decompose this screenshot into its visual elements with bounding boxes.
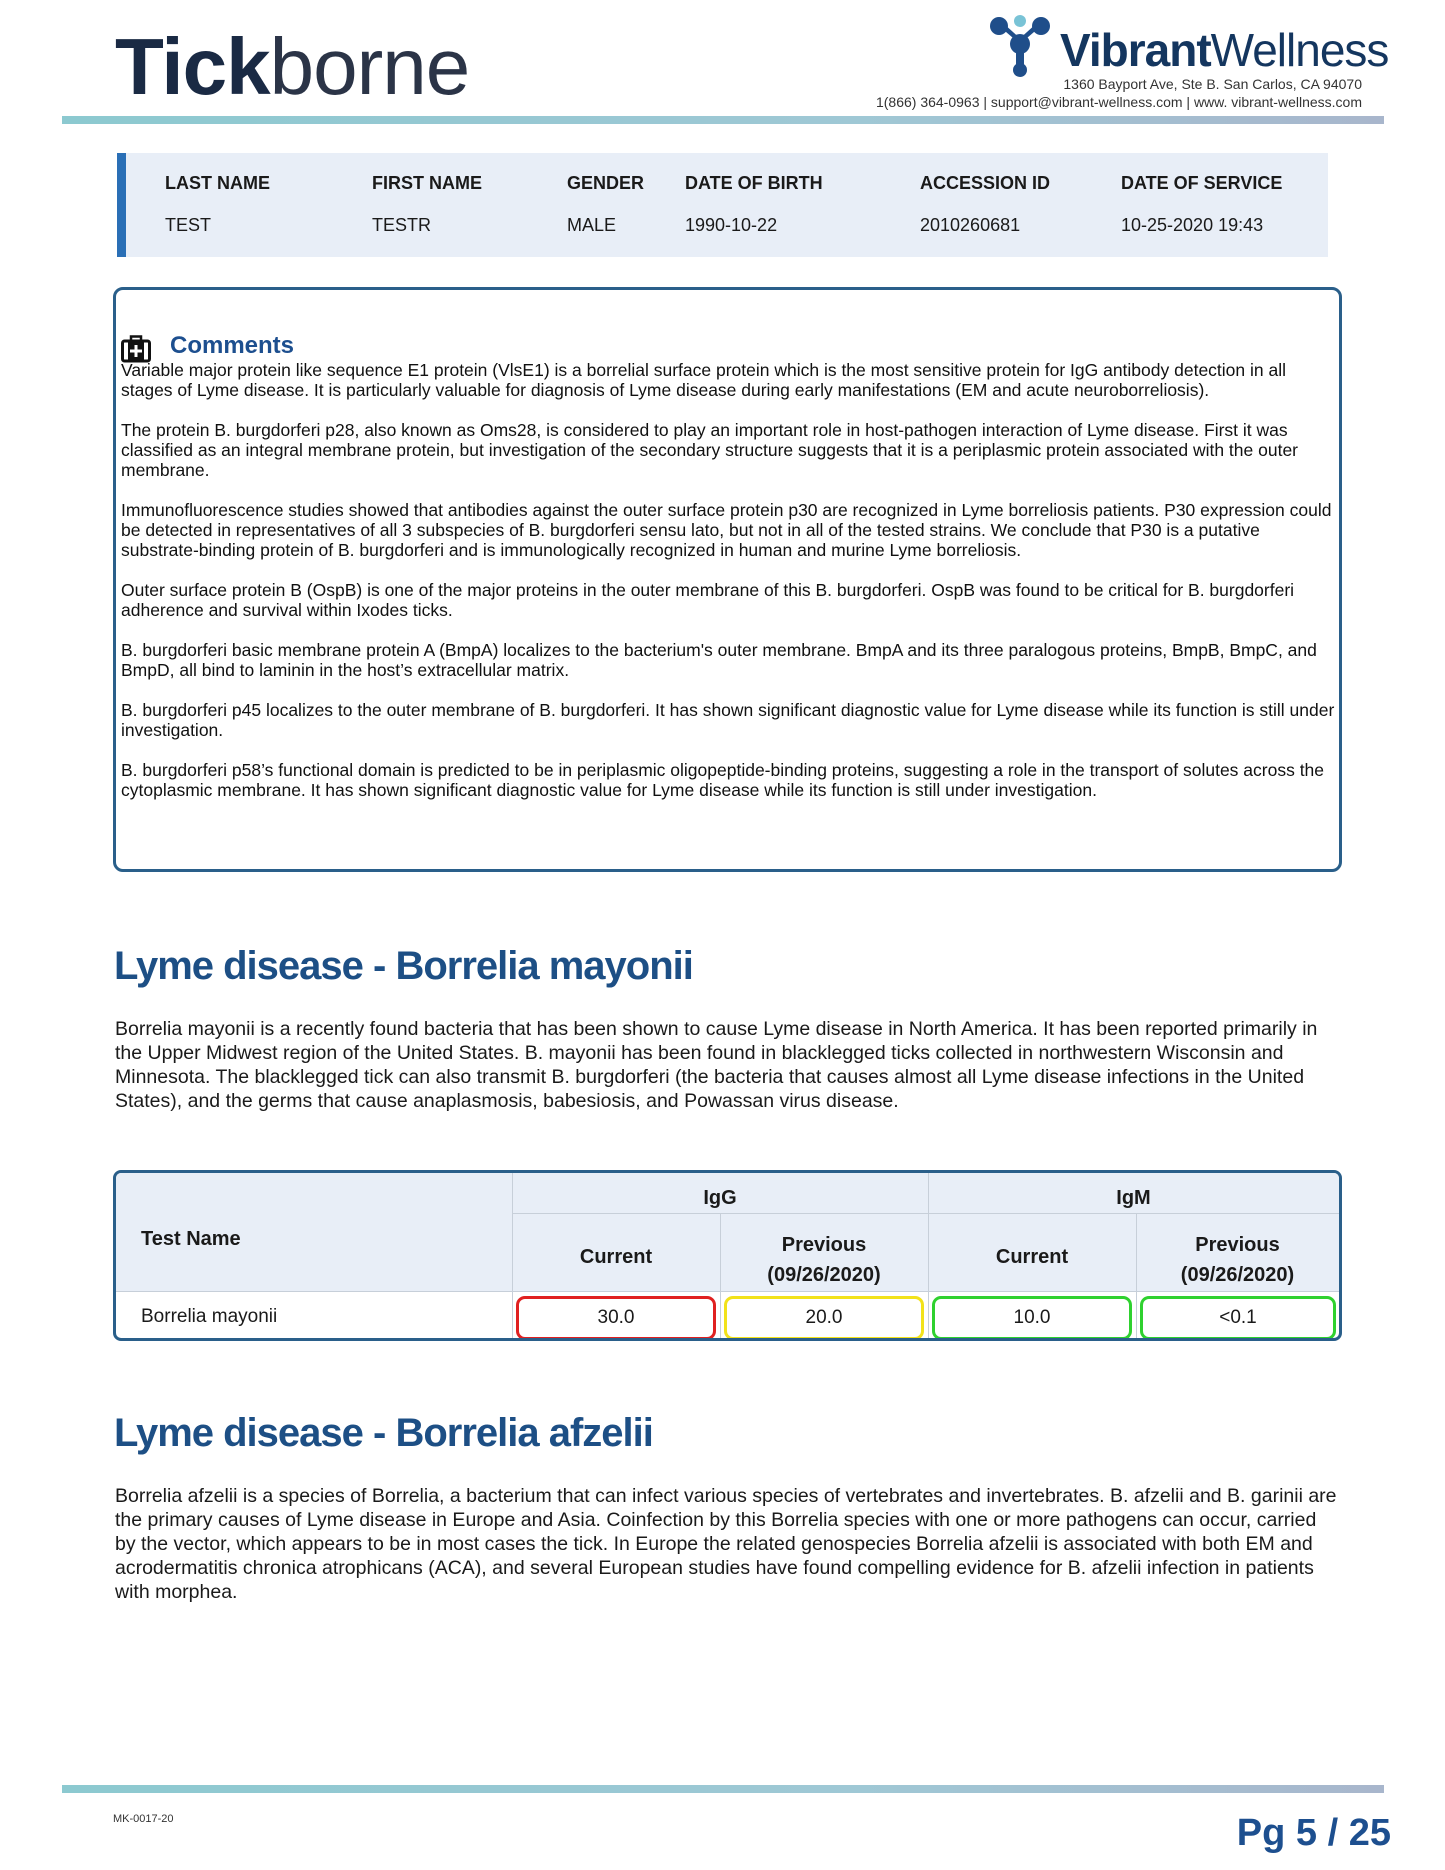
igm-previous-header bbox=[1136, 1230, 1339, 1290]
comment-paragraph: The protein B. burgdorferi p28, also known as Oms28, is considered to play an important role in host-pathogen interaction of Lyme disease. First it was classified as an integral membrane protein, but investigation of the secondary structure suggests that it is a periplasmic protein associated with the outer membrane. bbox=[121, 420, 1299, 480]
last-name-label: LAST NAME bbox=[165, 173, 270, 193]
report-title-light: borne bbox=[269, 22, 470, 111]
comments-body bbox=[121, 360, 1336, 820]
comment-paragraph: B. burgdorferi basic membrane protein A (BmpA) localizes to the bacterium's outer membrane. BmpA and its three paralogous proteins, BmpB, BmpC, and BmpD, all bind to laminin in the host’s extracellular matrix. bbox=[121, 640, 1317, 680]
igm-header: IgM bbox=[1116, 1187, 1151, 1209]
igg-previous-date: (09/26/2020) bbox=[767, 1264, 881, 1286]
gender-value: MALE bbox=[567, 215, 617, 235]
dob-label: DATE OF BIRTH bbox=[685, 173, 823, 193]
vibrant-logo-icon bbox=[985, 14, 1055, 78]
page-number: Pg 5 / 25 bbox=[1236, 1812, 1391, 1854]
table-divider bbox=[116, 1291, 1339, 1292]
comment-paragraph: Variable major protein like sequence E1 protein (VlsE1) is a borrelial surface protein which is the most sensitive protein for IgG antibody detection in all stages of Lyme disease. It is particularly valuable for diagnosis of Lyme disease during early manifestations (EM and acute neuroborreliosis). bbox=[121, 360, 1286, 400]
igg-current-header: Current bbox=[579, 1246, 653, 1268]
section-body-mayonii: Borrelia mayonii is a recently found bacteria that has been shown to cause Lyme disease in North America. It has been reported primarily in the Upper Midwest region of the United States. B. mayonii has been found in blacklegged ticks collected in northwestern Wisconsin and Minnesota. The blacklegged tick can also transmit B. burgdorferi (the bacteria that causes almost all Lyme disease infections in the United States), and the germs that cause anaplasmosis, babesiosis, and Powassan virus disease. bbox=[115, 1018, 1318, 1112]
comment-paragraph: Outer surface protein B (OspB) is one of the major proteins in the outer membrane of this B. burgdorferi. OspB was found to be critical for B. burgdorferi adherence and survival within Ixodes ticks. bbox=[121, 580, 1295, 620]
service-date-label: DATE OF SERVICE bbox=[1121, 173, 1283, 193]
igg-previous-header bbox=[720, 1230, 928, 1290]
first-name-label: FIRST NAME bbox=[372, 173, 482, 193]
accession-label: ACCESSION ID bbox=[920, 173, 1051, 193]
test-name-header: Test Name bbox=[141, 1228, 241, 1250]
patient-info-box bbox=[117, 153, 1328, 257]
igg-header: IgG bbox=[703, 1187, 737, 1209]
igm-previous-label: Previous bbox=[1195, 1234, 1280, 1256]
igm-previous-date: (09/26/2020) bbox=[1180, 1264, 1295, 1286]
patient-info-accent bbox=[117, 153, 126, 257]
comments-title: Comments bbox=[170, 332, 295, 359]
footer-divider bbox=[62, 1785, 1384, 1793]
section-heading-mayonii: Lyme disease - Borrelia mayonii bbox=[114, 944, 693, 988]
company-name-light: Wellness bbox=[1210, 24, 1389, 76]
dob-value: 1990-10-22 bbox=[685, 215, 778, 235]
company-name bbox=[1060, 22, 1388, 78]
header-divider bbox=[62, 116, 1384, 124]
document-id: MK-0017-20 bbox=[113, 1813, 174, 1825]
company-address: 1360 Bayport Ave, Ste B. San Carlos, CA 94070 bbox=[1063, 76, 1362, 92]
section-body-afzelii: Borrelia afzelii is a species of Borrelia, a bacterium that can infect various species of vertebrates and invertebrates. B. afzelii and B. garinii are the primary causes of Lyme disease in Europe and Asia. Coinfection by this Borrelia species with one or more pathogens can occur, carried by the vector, which appears to be in most cases the tick. In Europe the related genospecies Borrelia afzelii is associated with both EM and acrodermatitis chronica atrophicans (ACA), and several European studies have found compelling evidence for B. afzelii infection in patients with morphea. bbox=[115, 1485, 1337, 1603]
igg-previous-value: 20.0 bbox=[724, 1296, 924, 1340]
section-heading-afzelii: Lyme disease - Borrelia afzelii bbox=[114, 1411, 653, 1455]
accession-value: 2010260681 bbox=[920, 215, 1021, 235]
service-date-value: 10-25-2020 19:43 bbox=[1121, 215, 1264, 235]
first-name-value: TESTR bbox=[372, 215, 432, 235]
igm-previous-value: <0.1 bbox=[1140, 1296, 1336, 1340]
table-divider bbox=[512, 1213, 1339, 1214]
results-table bbox=[113, 1170, 1342, 1341]
last-name-value: TEST bbox=[165, 215, 212, 235]
igg-previous-label: Previous bbox=[781, 1234, 867, 1256]
company-contact: 1(866) 364-0963 | support@vibrant-wellness.com | www. vibrant-wellness.com bbox=[875, 94, 1362, 110]
comment-paragraph: Immunofluorescence studies showed that antibodies against the outer surface protein p30 are recognized in Lyme borreliosis patients. P30 expression could be detected in representatives of all 3 subspecies of B. burgdorferi sensu lato, but not in all of the tested strains. We conclude that P30 is a putative substrate-binding protein of B. burgdorferi and is immunologically recognized in human and murine Lyme borreliosis. bbox=[121, 500, 1332, 560]
report-title-bold: Tick bbox=[115, 22, 270, 111]
comment-paragraph: B. burgdorferi p58’s functional domain is predicted to be in periplasmic oligopeptide-binding proteins, suggesting a role in the transport of solutes across the cytoplasmic membrane. It has shown significant diagnostic value for Lyme disease while its function is still under investigation. bbox=[121, 760, 1325, 800]
igm-current-header: Current bbox=[995, 1246, 1069, 1268]
igm-current-value: 10.0 bbox=[932, 1296, 1132, 1340]
company-name-bold: Vibrant bbox=[1060, 24, 1211, 76]
comment-paragraph: B. burgdorferi p45 localizes to the outer membrane of B. burgdorferi. It has shown significant diagnostic value for Lyme disease while its function is still under investigation. bbox=[121, 700, 1335, 740]
gender-label: GENDER bbox=[567, 173, 645, 193]
test-name-value: Borrelia mayonii bbox=[141, 1306, 278, 1327]
report-title bbox=[115, 22, 469, 112]
igg-current-value: 30.0 bbox=[516, 1296, 716, 1340]
